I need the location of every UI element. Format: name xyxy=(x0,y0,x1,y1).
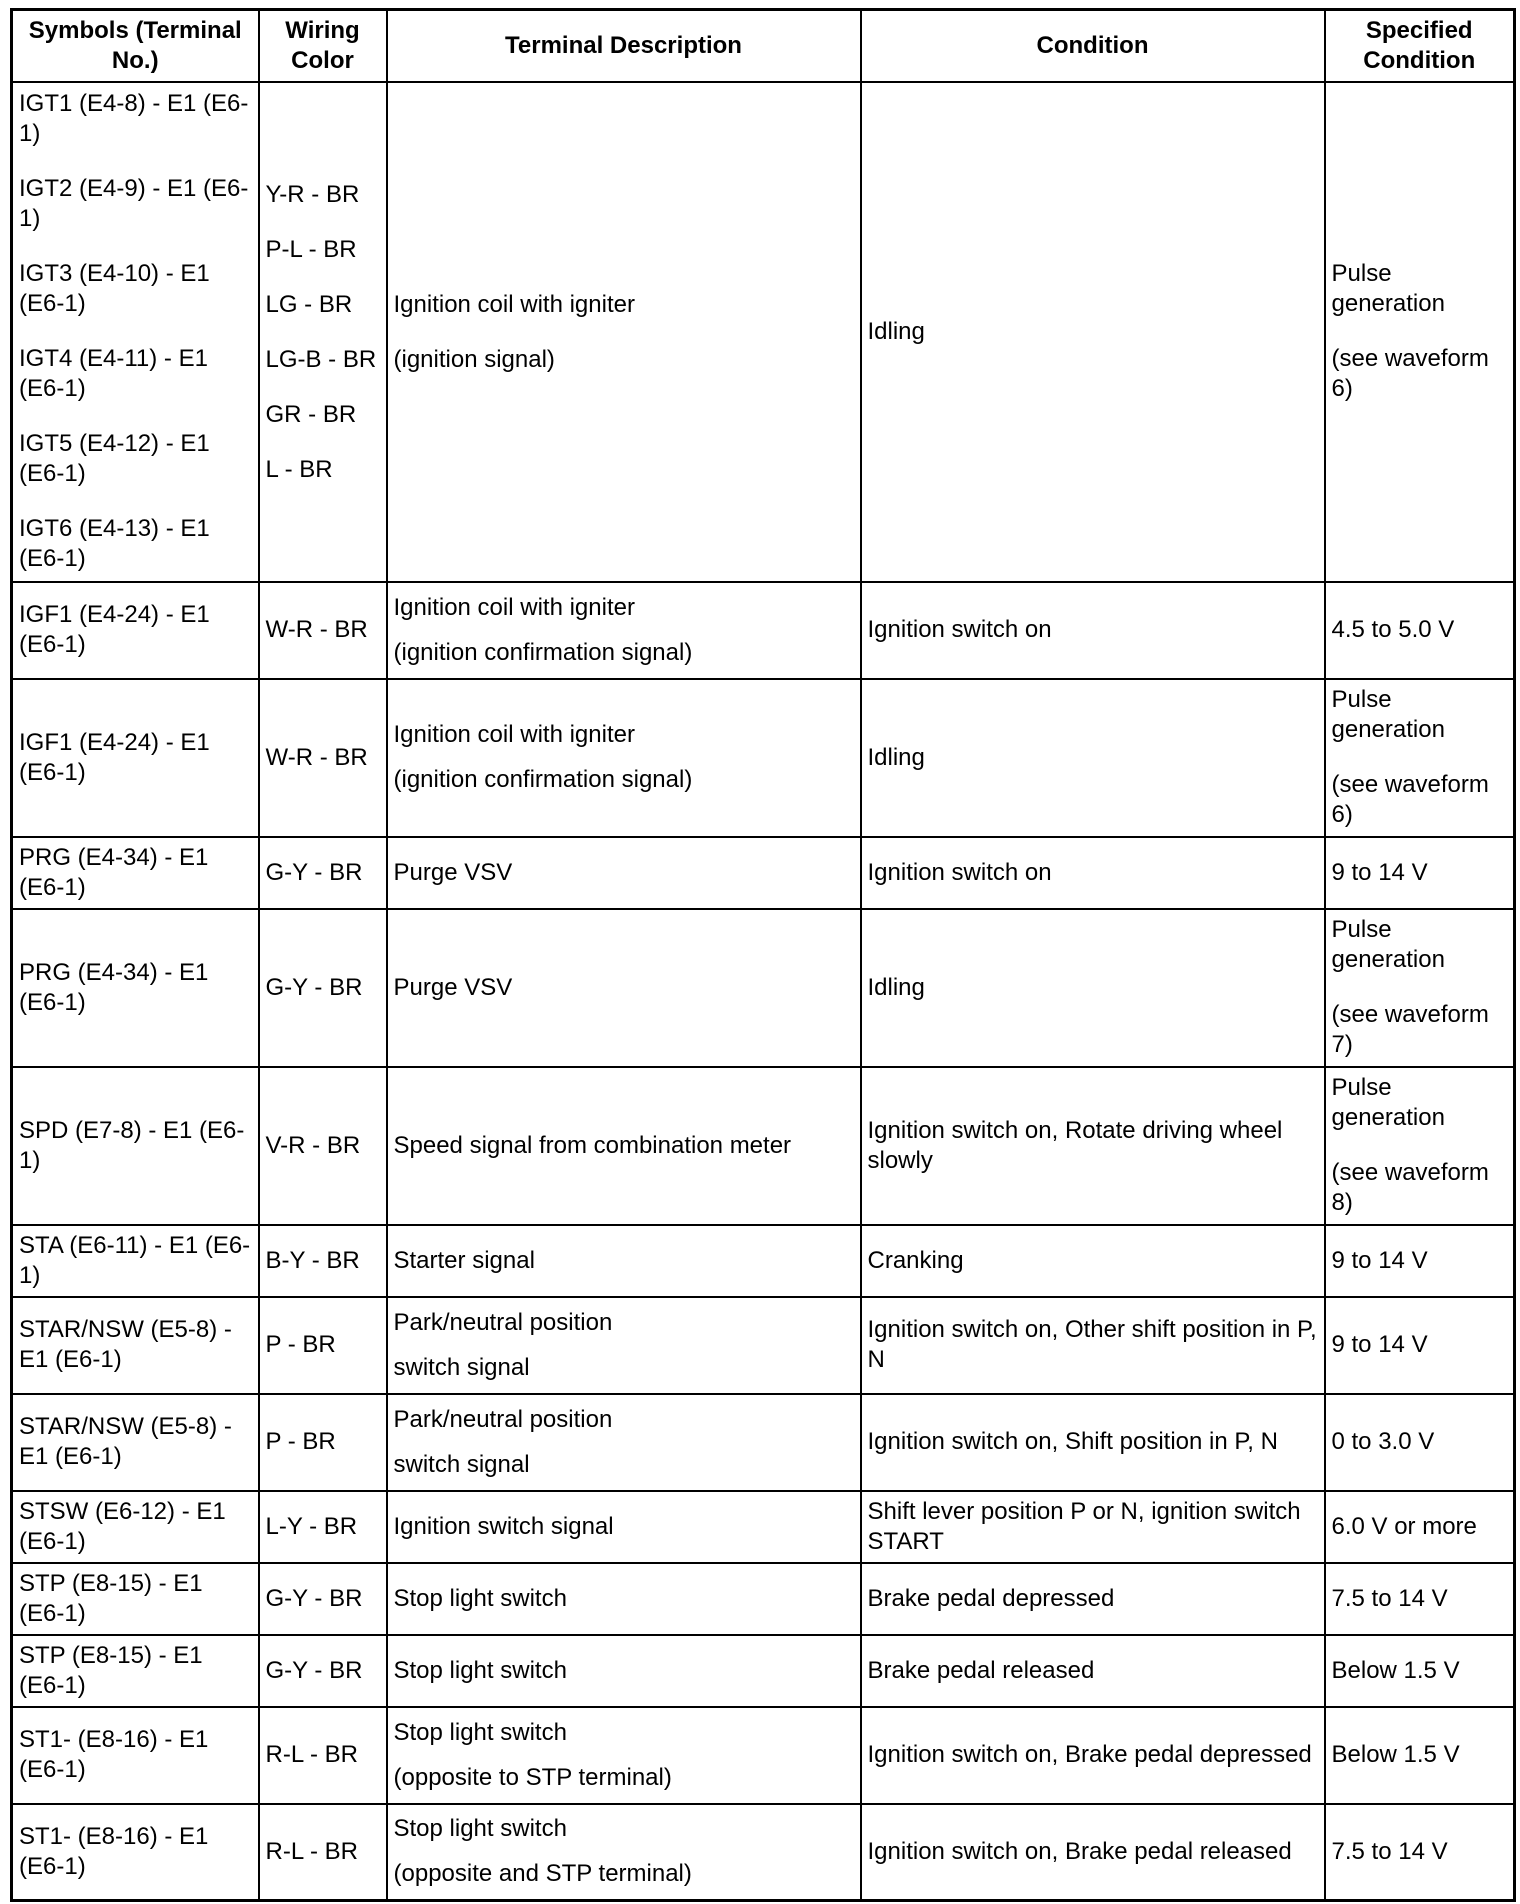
specified-line: Pulse generation xyxy=(1331,1074,1445,1131)
description-line: switch signal xyxy=(393,1353,530,1381)
table-row xyxy=(12,909,1515,1067)
symbol-cell: STSW (E6-12) - E1 (E6-1) xyxy=(12,1491,259,1563)
description-line: Speed signal from combination meter xyxy=(393,1131,792,1159)
wiring-cell: P - BR xyxy=(259,1297,387,1394)
igt-symbol: IGT4 (E4-11) - E1 (E6-1) xyxy=(19,344,208,402)
symbol-cell: SPD (E7-8) - E1 (E6-1) xyxy=(12,1067,259,1225)
specified-cell xyxy=(1325,1635,1515,1707)
description-cell xyxy=(387,1394,861,1491)
specified-line: Below 1.5 V xyxy=(1331,1656,1460,1684)
description-line: Stop light switch xyxy=(393,1815,567,1843)
table-row xyxy=(12,1707,1515,1804)
header-specified: Specified Condition xyxy=(1325,10,1515,82)
igt-symbols-cell xyxy=(12,82,259,582)
condition-cell: Brake pedal depressed xyxy=(861,1563,1325,1635)
header-wiring: Wiring Color xyxy=(259,10,387,82)
condition-cell: Idling xyxy=(861,679,1325,837)
igt-wiring: L - BR xyxy=(265,455,333,483)
specified-cell xyxy=(1325,1394,1515,1491)
igt-specified-cell xyxy=(1325,82,1515,582)
symbol-cell: PRG (E4-34) - E1 (E6-1) xyxy=(12,909,259,1067)
description-line: Purge VSV xyxy=(393,858,513,886)
description-cell xyxy=(387,1067,861,1225)
specified-cell xyxy=(1325,909,1515,1067)
igt-specified: (see waveform 6) xyxy=(1331,345,1489,402)
igt-wiring: LG - BR xyxy=(265,290,353,318)
igt-description: (ignition signal) xyxy=(393,345,555,373)
specified-line: (see waveform 8) xyxy=(1331,1159,1489,1216)
wiring-cell: P - BR xyxy=(259,1394,387,1491)
igt-specified: Pulse generation xyxy=(1331,260,1445,317)
description-cell xyxy=(387,1563,861,1635)
specified-line: 7.5 to 14 V xyxy=(1331,1584,1448,1612)
specified-cell xyxy=(1325,1563,1515,1635)
table-row xyxy=(12,1563,1515,1635)
specified-line: Below 1.5 V xyxy=(1331,1741,1460,1768)
description-cell xyxy=(387,679,861,837)
specified-line: (see waveform 6) xyxy=(1331,771,1489,828)
header-description: Terminal Description xyxy=(387,10,861,82)
description-line: (ignition confirmation signal) xyxy=(393,638,693,666)
igt-wiring: LG-B - BR xyxy=(265,345,377,373)
symbol-cell: ST1- (E8-16) - E1 (E6-1) xyxy=(12,1707,259,1804)
condition-cell: Brake pedal released xyxy=(861,1635,1325,1707)
terminal-spec-table xyxy=(10,8,1516,1902)
specified-cell xyxy=(1325,1067,1515,1225)
igt-description-cell xyxy=(387,82,861,582)
specified-cell xyxy=(1325,1225,1515,1297)
table-row xyxy=(12,1491,1515,1563)
igt-wiring: Y-R - BR xyxy=(265,180,360,208)
description-cell xyxy=(387,837,861,909)
specified-line: Pulse generation xyxy=(1331,916,1445,973)
igt-symbol: IGT3 (E4-10) - E1 (E6-1) xyxy=(19,259,210,317)
wiring-cell: R-L - BR xyxy=(259,1707,387,1804)
specified-cell xyxy=(1325,1491,1515,1563)
igt-symbol: IGT2 (E4-9) - E1 (E6-1) xyxy=(19,174,249,232)
specified-line: 6.0 V or more xyxy=(1331,1512,1477,1540)
wiring-cell: B-Y - BR xyxy=(259,1225,387,1297)
specified-line: 9 to 14 V xyxy=(1331,1246,1428,1274)
specified-cell xyxy=(1325,679,1515,837)
symbol-cell: STP (E8-15) - E1 (E6-1) xyxy=(12,1635,259,1707)
wiring-cell: G-Y - BR xyxy=(259,1563,387,1635)
wiring-cell: R-L - BR xyxy=(259,1804,387,1901)
description-cell xyxy=(387,1804,861,1901)
condition-cell: Shift lever position P or N, ignition switch START xyxy=(861,1491,1325,1563)
wiring-cell: W-R - BR xyxy=(259,679,387,837)
header-condition: Condition xyxy=(861,10,1325,82)
condition-cell: Ignition switch on, Shift position in P, N xyxy=(861,1394,1325,1491)
condition-cell: Ignition switch on xyxy=(861,582,1325,679)
igt-symbol: IGT6 (E4-13) - E1 (E6-1) xyxy=(19,514,210,572)
description-line: Starter signal xyxy=(393,1246,535,1274)
wiring-cell: G-Y - BR xyxy=(259,837,387,909)
symbol-cell: IGF1 (E4-24) - E1 (E6-1) xyxy=(12,679,259,837)
condition-cell: Ignition switch on, Brake pedal released xyxy=(861,1804,1325,1901)
description-line: (opposite to STP terminal) xyxy=(393,1763,672,1791)
description-line: switch signal xyxy=(393,1450,530,1478)
wiring-cell: W-R - BR xyxy=(259,582,387,679)
condition-cell: Ignition switch on, Rotate driving wheel slowly xyxy=(861,1067,1325,1225)
description-line: Ignition switch signal xyxy=(393,1512,614,1540)
specified-cell xyxy=(1325,1804,1515,1901)
header-row xyxy=(12,10,1515,82)
condition-cell: Ignition switch on, Brake pedal depressed xyxy=(861,1707,1325,1804)
condition-cell: Ignition switch on xyxy=(861,837,1325,909)
description-line: Park/neutral position xyxy=(393,1308,613,1336)
description-cell xyxy=(387,1297,861,1394)
condition-cell: Cranking xyxy=(861,1225,1325,1297)
description-line: (opposite and STP terminal) xyxy=(393,1860,692,1888)
description-cell xyxy=(387,1225,861,1297)
wiring-cell: L-Y - BR xyxy=(259,1491,387,1563)
symbol-cell: PRG (E4-34) - E1 (E6-1) xyxy=(12,837,259,909)
table-row xyxy=(12,82,1515,582)
description-line: Stop light switch xyxy=(393,1656,567,1684)
table-row xyxy=(12,1804,1515,1901)
igt-symbol: IGT1 (E4-8) - E1 (E6-1) xyxy=(19,89,249,147)
igt-wiring: P-L - BR xyxy=(265,235,357,263)
symbol-cell: STAR/NSW (E5-8) - E1 (E6-1) xyxy=(12,1297,259,1394)
description-cell xyxy=(387,1491,861,1563)
specified-line: 9 to 14 V xyxy=(1331,858,1428,886)
igt-condition-cell: Idling xyxy=(861,82,1325,582)
description-cell xyxy=(387,1635,861,1707)
specified-line: 7.5 to 14 V xyxy=(1331,1837,1448,1865)
header-symbols: Symbols (Terminal No.) xyxy=(12,10,259,82)
description-cell xyxy=(387,582,861,679)
specified-line: Pulse generation xyxy=(1331,686,1445,743)
specified-line: 4.5 to 5.0 V xyxy=(1331,616,1455,643)
condition-cell: Ignition switch on, Other shift position in P, N xyxy=(861,1297,1325,1394)
igt-symbol: IGT5 (E4-12) - E1 (E6-1) xyxy=(19,429,210,487)
condition-cell: Idling xyxy=(861,909,1325,1067)
description-cell xyxy=(387,1707,861,1804)
igt-wiring-cell xyxy=(259,82,387,582)
igt-wiring: GR - BR xyxy=(265,400,357,428)
description-line: Stop light switch xyxy=(393,1584,567,1612)
symbol-cell: STA (E6-11) - E1 (E6-1) xyxy=(12,1225,259,1297)
table-row xyxy=(12,1297,1515,1394)
description-line: Park/neutral position xyxy=(393,1405,613,1433)
specified-cell xyxy=(1325,837,1515,909)
table-row xyxy=(12,1225,1515,1297)
description-line: Purge VSV xyxy=(393,973,513,1001)
specified-cell xyxy=(1325,1297,1515,1394)
description-line: (ignition confirmation signal) xyxy=(393,766,693,793)
symbol-cell: IGF1 (E4-24) - E1 (E6-1) xyxy=(12,582,259,679)
wiring-cell: G-Y - BR xyxy=(259,909,387,1067)
specified-cell xyxy=(1325,1707,1515,1804)
description-line: Stop light switch xyxy=(393,1718,567,1746)
table-row xyxy=(12,1635,1515,1707)
description-cell xyxy=(387,909,861,1067)
specified-line: 0 to 3.0 V xyxy=(1331,1428,1435,1455)
table-row xyxy=(12,1067,1515,1225)
igt-description: Ignition coil with igniter xyxy=(393,290,635,318)
description-line: Ignition coil with igniter xyxy=(393,721,635,748)
wiring-cell: G-Y - BR xyxy=(259,1635,387,1707)
description-line: Ignition coil with igniter xyxy=(393,593,635,621)
symbol-cell: STAR/NSW (E5-8) - E1 (E6-1) xyxy=(12,1394,259,1491)
specified-cell xyxy=(1325,582,1515,679)
table-row xyxy=(12,582,1515,679)
table-row xyxy=(12,679,1515,837)
symbol-cell: STP (E8-15) - E1 (E6-1) xyxy=(12,1563,259,1635)
wiring-cell: V-R - BR xyxy=(259,1067,387,1225)
symbol-cell: ST1- (E8-16) - E1 (E6-1) xyxy=(12,1804,259,1901)
specified-line: (see waveform 7) xyxy=(1331,1001,1489,1058)
table-row xyxy=(12,837,1515,909)
table-row xyxy=(12,1394,1515,1491)
specified-line: 9 to 14 V xyxy=(1331,1331,1428,1358)
